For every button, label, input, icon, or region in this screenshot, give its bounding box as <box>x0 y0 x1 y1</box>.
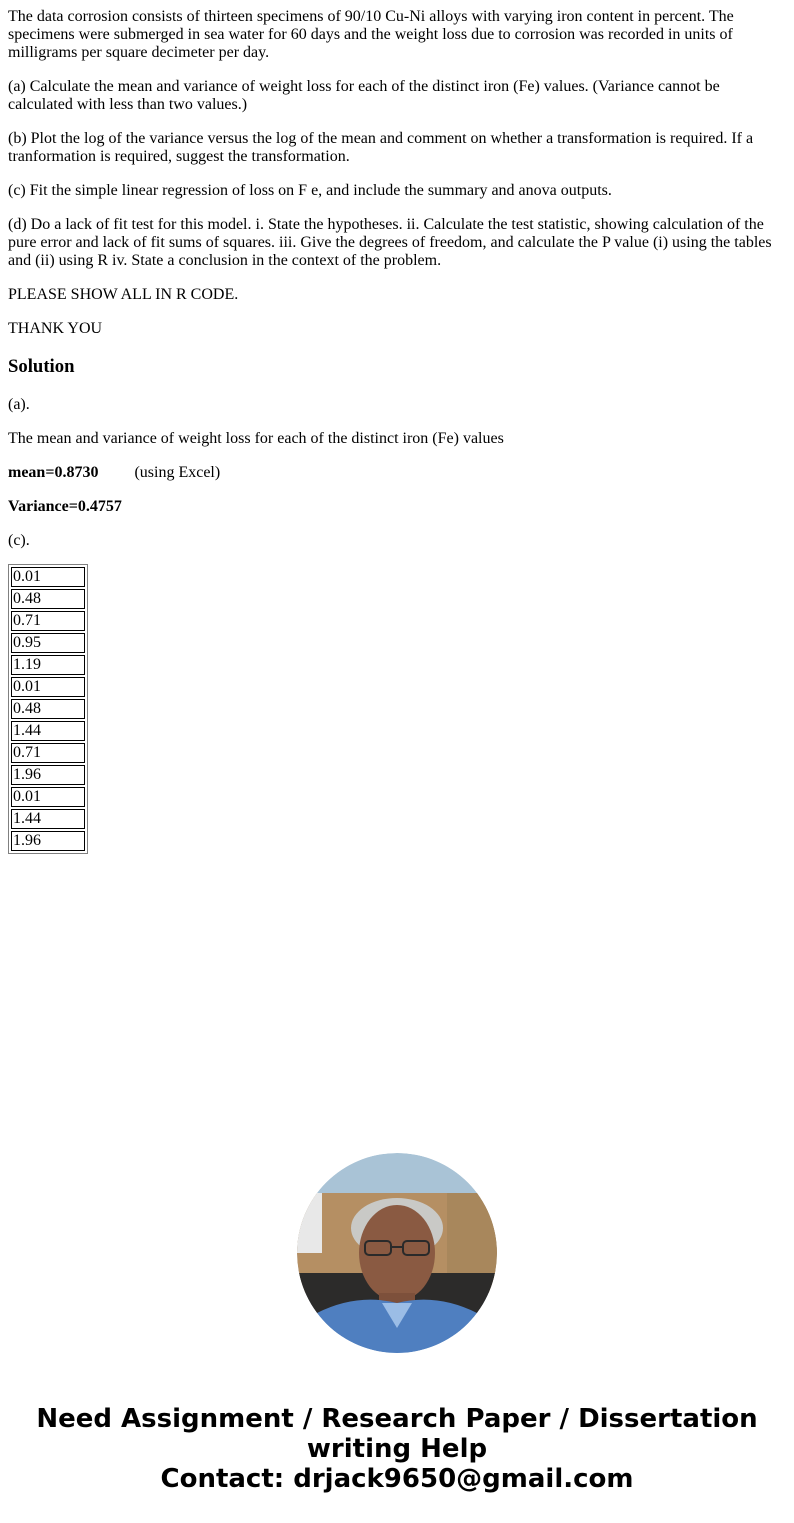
table-row <box>11 831 85 851</box>
fe-value-cell: 1.19 <box>11 655 85 675</box>
document-body <box>8 0 780 854</box>
table-row <box>11 567 85 587</box>
table-row <box>11 787 85 807</box>
fe-value-cell: 0.01 <box>11 567 85 587</box>
promo-line-1: Need Assignment / Research Paper / Dissertation <box>36 1404 758 1434</box>
fe-value-cell: 0.48 <box>11 589 85 609</box>
promo-contact: Contact: drjack9650@gmail.com <box>160 1464 634 1494</box>
question-part-b: (b) Plot the log of the variance versus the log of the mean and comment on whether a transformation is required. If a tranformation is required, suggest the transformation. <box>8 130 754 165</box>
question-part-c: (c) Fit the simple linear regression of loss on F e, and include the summary and anova outputs. <box>8 182 612 199</box>
fe-value-cell: 1.96 <box>11 831 85 851</box>
table-row <box>11 611 85 631</box>
solution-a-text: The mean and variance of weight loss for each of the distinct iron (Fe) values <box>8 430 504 447</box>
question-thanks: THANK YOU <box>8 320 103 337</box>
fe-value-cell: 0.01 <box>11 787 85 807</box>
fe-value-cell: 0.95 <box>11 633 85 653</box>
solution-variance: Variance=0.4757 <box>8 498 122 515</box>
table-row <box>11 721 85 741</box>
fe-value-cell: 0.48 <box>11 699 85 719</box>
promo-banner <box>0 1404 794 1494</box>
solution-mean-line <box>8 464 780 482</box>
fe-value-cell: 1.44 <box>11 721 85 741</box>
table-row <box>11 589 85 609</box>
author-photo <box>297 1153 497 1353</box>
table-row <box>11 743 85 763</box>
fe-value-cell: 0.71 <box>11 611 85 631</box>
question-intro: The data corrosion consists of thirteen specimens of 90/10 Cu-Ni alloys with varying iron content in percent. The specimens were submerged in sea water for 60 days and the weight loss due to corrosion was recorded in units of milligrams per square decimeter per day. <box>8 8 734 61</box>
solution-mean-note: (using Excel) <box>134 464 221 481</box>
fe-value-cell: 1.96 <box>11 765 85 785</box>
table-row <box>11 765 85 785</box>
table-row <box>11 809 85 829</box>
fe-value-cell: 0.71 <box>11 743 85 763</box>
question-request: PLEASE SHOW ALL IN R CODE. <box>8 286 239 303</box>
fe-value-cell: 1.44 <box>11 809 85 829</box>
promo-line-2: writing Help <box>306 1434 488 1464</box>
solution-a-label: (a). <box>8 396 30 413</box>
table-row <box>11 655 85 675</box>
solution-heading: Solution <box>8 356 75 377</box>
question-part-d: (d) Do a lack of fit test for this model. i. State the hypotheses. ii. Calculate the test statistic, showing calculation of the pure error and lack of fit sums of squares. iii. Give the degrees of freedom, and calculate the P value (i) using the tables and (ii) using R iv. State a conclusion in the context of the problem. <box>8 216 772 269</box>
table-row <box>11 677 85 697</box>
table-row <box>11 633 85 653</box>
fe-values-table <box>8 564 88 854</box>
question-part-a: (a) Calculate the mean and variance of weight loss for each of the distinct iron (Fe) values. (Variance cannot be calculated with less than two values.) <box>8 78 720 113</box>
solution-variance-line <box>8 498 780 516</box>
solution-mean: mean=0.8730 <box>8 464 99 481</box>
fe-value-cell: 0.01 <box>11 677 85 697</box>
solution-c-label: (c). <box>8 532 30 549</box>
table-row <box>11 699 85 719</box>
